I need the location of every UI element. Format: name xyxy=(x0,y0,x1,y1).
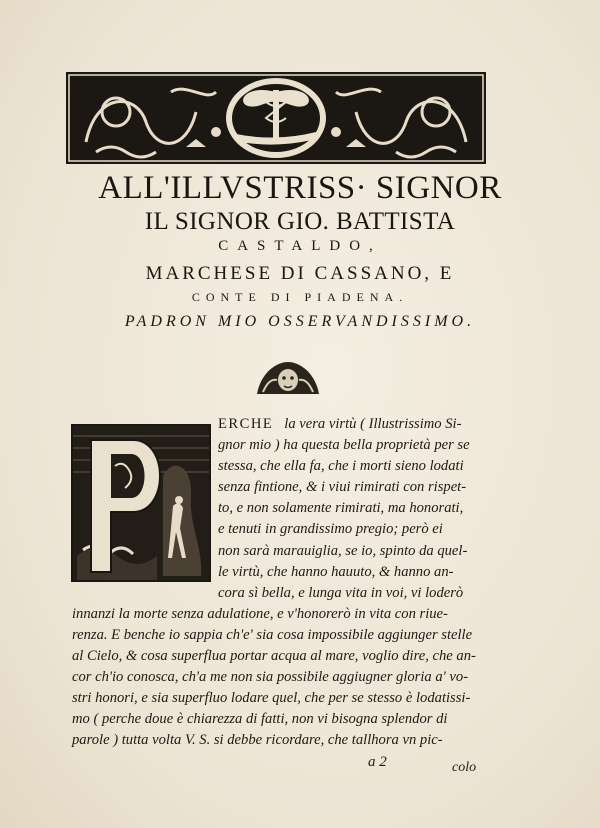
text-line: parole ) tutta volta V. S. si debbe ricordare, che tallhora vn pic- xyxy=(72,732,443,749)
text-line: non sarà marauiglia, se io, spinto da quel- xyxy=(218,542,468,559)
dedication-body xyxy=(72,414,497,752)
mask-ornament-icon xyxy=(255,358,321,398)
text-line: gnor mio ) ha questa bella proprietà per se xyxy=(218,437,470,454)
title-line-6: PADRON MIO OSSERVANDISSIMO. xyxy=(124,313,476,330)
text-line-content: la vera virtù ( Illustrissimo Si- xyxy=(284,416,462,432)
text-line: cor ch'io conosca, ch'a me non sia possibile aggiugner gloria a' vo- xyxy=(72,669,469,686)
text-line: mo ( perche doue è chiarezza di fatti, non vi bisogna splendor di xyxy=(72,711,448,728)
text-line: cora sì bella, e lunga vita in voi, vi loderò xyxy=(218,584,464,601)
text-line: stessa, che ella fa, che i morti sieno lodati xyxy=(218,458,464,475)
title-line-5: CONTE DI PIADENA. xyxy=(191,290,409,304)
text-line: senza fintione, & i viui rimirati con rispet- xyxy=(218,479,467,496)
text-line: le virtù, che hanno hauuto, & hanno an- xyxy=(218,563,454,580)
text-line: stri honori, e sia superfluo lodare quel, che per se stesso è lodatissi- xyxy=(72,690,471,707)
text-line: to, e non solamente rimirati, ma honorati, xyxy=(218,500,464,517)
title-line-3: CASTALDO, xyxy=(218,238,382,254)
title-line-2: IL SIGNOR GIO. BATTISTA xyxy=(144,208,456,235)
first-word: ERCHE xyxy=(218,416,274,432)
woodcut-headpiece xyxy=(66,72,486,164)
title-line-4: MARCHESE DI CASSANO, E xyxy=(145,263,455,284)
text-line: e tenuti in grandissimo pregio; però ei xyxy=(218,521,443,538)
catchword: colo xyxy=(452,760,477,775)
text-line xyxy=(72,414,497,435)
text-line: al Cielo, & cosa superflua portar acqua al mare, voglio dire, che an- xyxy=(72,648,476,665)
title-line-1: ALL'ILLVSTRISS· SIGNOR xyxy=(98,170,502,206)
text-line: renza. E benche io sappia ch'e' sia cosa impossibile aggiunger stelle xyxy=(72,626,473,643)
signature-mark: a 2 xyxy=(368,754,387,770)
text-line: innanzi la morte senza adulatione, e v'honorerò in vita con riue- xyxy=(72,605,448,622)
